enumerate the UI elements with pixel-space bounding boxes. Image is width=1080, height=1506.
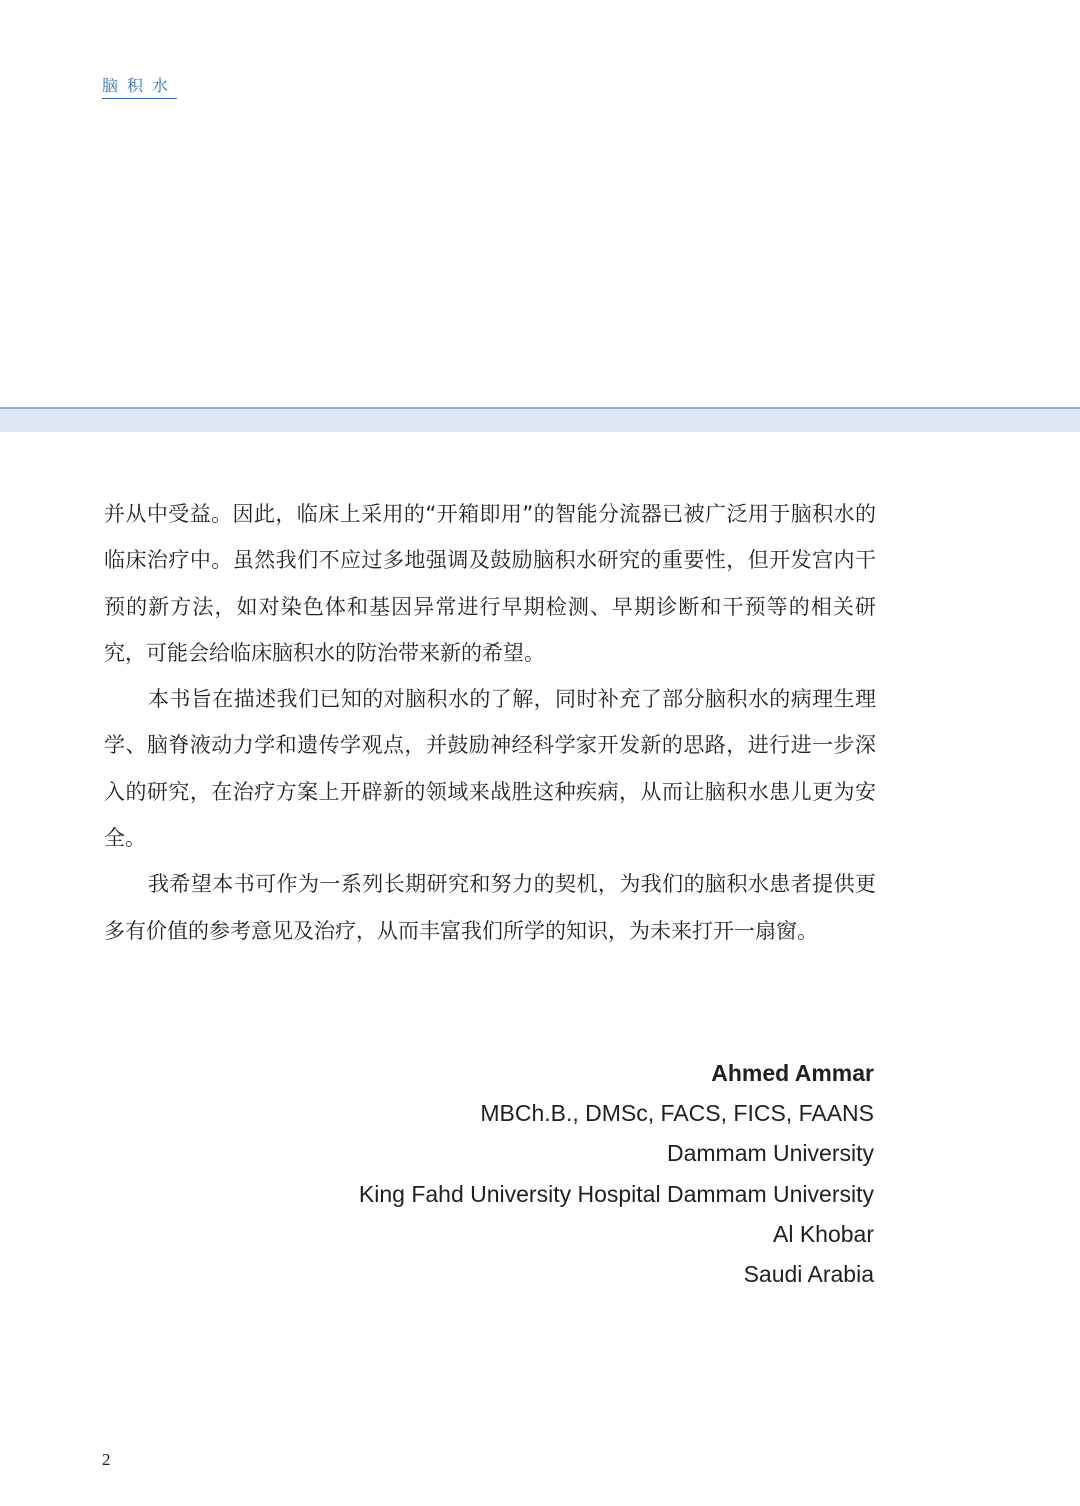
author-affiliation: King Fahd University Hospital Dammam University — [358, 1180, 874, 1207]
author-country: Saudi Arabia — [743, 1261, 874, 1288]
body-text — [104, 491, 876, 954]
paragraph: 本书旨在描述我们已知的对脑积水的了解，同时补充了部分脑积水的病理生理学、脑脊液动力学和遗传学观点，并鼓励神经科学家开发新的思路，进行进一步深入的研究，在治疗方案上开辟新的领域来战胜这种疾病，从而让脑积水患儿更为安全。 — [104, 687, 876, 851]
author-name: Ahmed Ammar — [711, 1060, 874, 1086]
paragraph-continued: 并从中受益。因此，临床上采用的“开箱即用”的智能分流器已被广泛用于脑积水的临床治疗中。虽然我们不应过多地强调及鼓励脑积水研究的重要性，但开发宫内干预的新方法，如对染色体和基因异常进行早期检测、早期诊断和干预等的相关研究，可能会给临床脑积水的防治带来新的希望。 — [104, 502, 876, 665]
author-signature-block — [359, 1053, 874, 1294]
page-number: 2 — [102, 1450, 111, 1469]
author-city: Al Khobar — [772, 1220, 874, 1247]
running-header-title: 脑积水 — [102, 76, 177, 99]
author-affiliation: Dammam University — [666, 1140, 874, 1167]
paragraph: 我希望本书可作为一系列长期研究和努力的契机，为我们的脑积水患者提供更多有价值的参考意见及治疗，从而丰富我们所学的知识，为未来打开一扇窗。 — [104, 872, 876, 943]
author-credentials: MBCh.B., DMSc, FACS, FICS, FAANS — [480, 1100, 874, 1127]
header-band — [0, 409, 1080, 432]
